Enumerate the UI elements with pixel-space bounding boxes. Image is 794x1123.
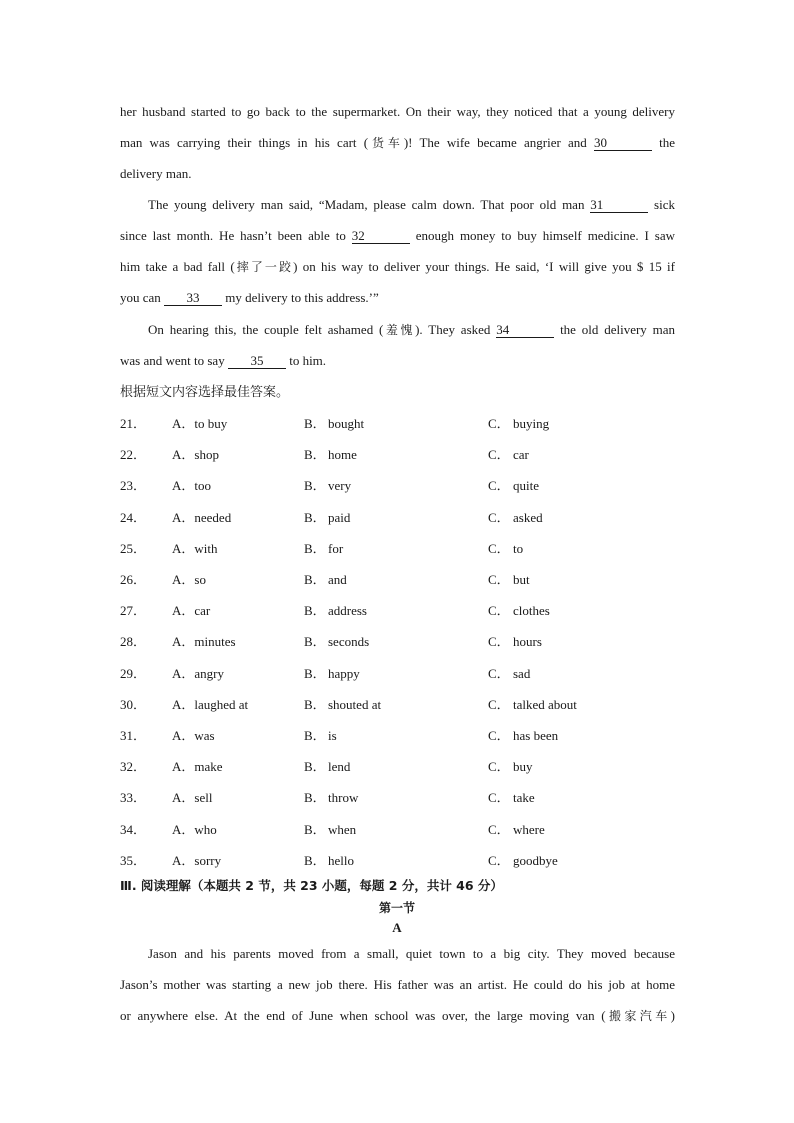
- blank-32[interactable]: 32: [352, 229, 410, 244]
- option-b-label: B．: [304, 478, 326, 494]
- question-number: 25．: [120, 540, 147, 556]
- question-number: 30．: [120, 696, 147, 712]
- option-row: [120, 666, 680, 682]
- option-row: [120, 759, 680, 775]
- option-b[interactable]: paid: [328, 509, 351, 525]
- passage-letter: A: [392, 920, 402, 935]
- passage-line: The young delivery man said, “Madam, please calm down. That poor old man 31 sick: [148, 197, 675, 212]
- option-a[interactable]: A．sell: [172, 790, 213, 806]
- option-b[interactable]: lend: [328, 759, 351, 775]
- option-c[interactable]: to: [513, 540, 524, 556]
- option-c-label: C．: [488, 540, 510, 556]
- option-b[interactable]: bought: [328, 416, 365, 431]
- option-b-label: B．: [304, 447, 326, 463]
- option-a[interactable]: A．car: [172, 603, 211, 619]
- question-number: 31．: [120, 728, 147, 743]
- blank-35[interactable]: 35: [228, 354, 286, 369]
- option-row: [120, 541, 680, 557]
- option-row: [120, 822, 680, 838]
- option-b[interactable]: very: [328, 478, 352, 494]
- option-c[interactable]: hours: [513, 634, 542, 650]
- option-c-label: C．: [488, 603, 510, 619]
- option-a[interactable]: A．needed: [172, 509, 232, 525]
- option-row: [120, 853, 680, 869]
- option-b[interactable]: hello: [328, 852, 354, 868]
- reading-line: Jason’s mother was starting a new job there. His father was an artist. He could do his job at home: [120, 977, 675, 992]
- option-a[interactable]: A．angry: [172, 665, 224, 681]
- option-row: [120, 572, 680, 588]
- option-c-label: C．: [488, 696, 510, 712]
- option-a[interactable]: A．make: [172, 759, 223, 775]
- question-number: 21．: [120, 416, 147, 431]
- question-number: 24．: [120, 509, 147, 525]
- option-c-label: C．: [488, 447, 510, 463]
- option-c-label: C．: [488, 728, 510, 743]
- question-number: 27．: [120, 603, 147, 619]
- option-b[interactable]: shouted at: [328, 696, 382, 712]
- option-c[interactable]: take: [513, 790, 535, 806]
- option-b-label: B．: [304, 696, 326, 712]
- option-row: [120, 447, 680, 463]
- option-b[interactable]: when: [328, 821, 357, 837]
- question-number: 28．: [120, 634, 147, 650]
- passage-line: you can 33 my delivery to this address.’”: [120, 290, 379, 305]
- question-number: 29．: [120, 665, 147, 681]
- option-row: [120, 728, 680, 744]
- option-a[interactable]: A．sorry: [172, 852, 222, 868]
- option-b[interactable]: home: [328, 447, 357, 463]
- option-c[interactable]: but: [513, 572, 530, 587]
- question-number: 35．: [120, 852, 147, 868]
- passage-line: delivery man.: [120, 166, 192, 181]
- option-b-label: B．: [304, 790, 326, 806]
- question-number: 22．: [120, 447, 147, 463]
- option-a[interactable]: A．shop: [172, 447, 219, 463]
- option-c-label: C．: [488, 572, 510, 587]
- option-c[interactable]: has been: [513, 728, 559, 743]
- option-b[interactable]: throw: [328, 790, 359, 806]
- option-row: [120, 416, 680, 432]
- option-c[interactable]: buying: [513, 416, 550, 431]
- option-a[interactable]: A．was: [172, 728, 215, 743]
- question-number: 23．: [120, 478, 147, 494]
- passage-line: since last month. He hasn’t been able to 32 enough money to buy himself medicine. I saw: [120, 228, 676, 243]
- question-number: 34．: [120, 821, 147, 837]
- option-b-label: B．: [304, 509, 326, 525]
- option-a[interactable]: A．minutes: [172, 634, 236, 650]
- option-b-label: B．: [304, 540, 326, 556]
- option-c-label: C．: [488, 790, 510, 806]
- blank-31[interactable]: 31: [590, 198, 648, 213]
- option-c[interactable]: goodbye: [513, 852, 558, 868]
- reading-line: Jason and his parents moved from a small, quiet town to a big city. They moved because: [148, 946, 675, 961]
- option-b-label: B．: [304, 821, 326, 837]
- option-b[interactable]: address: [328, 603, 367, 619]
- option-c-label: C．: [488, 665, 510, 681]
- passage-line: him take a bad fall (摔了一跤) on his way to deliver your things. He said, ‘I will give you $ 15 if: [120, 259, 675, 274]
- option-c-label: C．: [488, 416, 510, 431]
- option-row: [120, 478, 680, 494]
- option-b-label: B．: [304, 416, 326, 431]
- option-a[interactable]: A．laughed at: [172, 696, 249, 712]
- option-c[interactable]: buy: [513, 759, 533, 775]
- section-heading: Ⅲ. 阅读理解（本题共 2 节，共 23 小题，每题 2 分，共计 46 分）: [120, 878, 503, 893]
- option-row: [120, 603, 680, 619]
- option-b-label: B．: [304, 759, 326, 775]
- option-c-label: C．: [488, 821, 510, 837]
- question-number: 26．: [120, 572, 147, 587]
- option-a[interactable]: A．to buy: [172, 416, 228, 431]
- option-b[interactable]: and: [328, 572, 347, 587]
- option-b-label: B．: [304, 572, 326, 587]
- option-c[interactable]: sad: [513, 665, 531, 681]
- passage-line: man was carrying their things in his cart (货车)! The wife became angrier and 30 the: [120, 135, 676, 150]
- option-b-label: B．: [304, 603, 326, 619]
- blank-30[interactable]: 30: [594, 136, 652, 151]
- option-c-label: C．: [488, 852, 510, 868]
- option-b[interactable]: happy: [328, 665, 360, 681]
- option-a[interactable]: A．who: [172, 821, 217, 837]
- option-c[interactable]: talked about: [513, 696, 577, 712]
- instruction: 根据短文内容选择最佳答案。: [120, 385, 290, 400]
- question-number: 32．: [120, 759, 147, 775]
- option-c-label: C．: [488, 759, 510, 775]
- option-c[interactable]: asked: [513, 509, 543, 525]
- blank-33[interactable]: 33: [164, 291, 222, 306]
- option-a[interactable]: A．with: [172, 540, 218, 556]
- option-c[interactable]: car: [513, 447, 529, 463]
- blank-34[interactable]: 34: [496, 323, 554, 338]
- option-b-label: B．: [304, 634, 326, 650]
- option-c-label: C．: [488, 478, 510, 494]
- option-a[interactable]: A．so: [172, 572, 206, 587]
- option-c-label: C．: [488, 509, 510, 525]
- passage-line: On hearing this, the couple felt ashamed (羞愧). They asked 34 the old delivery man: [148, 322, 676, 337]
- option-c-label: C．: [488, 634, 510, 650]
- option-b[interactable]: seconds: [328, 634, 370, 650]
- option-row: [120, 634, 680, 650]
- reading-line: or anywhere else. At the end of June when school was over, the large moving van (搬家汽车): [120, 1008, 675, 1023]
- part-title: 第一节: [378, 901, 415, 915]
- option-c[interactable]: quite: [513, 478, 539, 494]
- option-a[interactable]: A．too: [172, 478, 212, 494]
- option-b-label: B．: [304, 852, 326, 868]
- passage-line: was and went to say 35 to him.: [120, 353, 327, 368]
- option-b-label: B．: [304, 665, 326, 681]
- option-b-label: B．: [304, 728, 326, 743]
- passage-line: her husband started to go back to the supermarket. On their way, they noticed that a young delivery: [120, 104, 675, 119]
- option-row: [120, 510, 680, 526]
- option-c[interactable]: clothes: [513, 603, 550, 619]
- option-c[interactable]: where: [513, 821, 545, 837]
- option-b[interactable]: for: [328, 540, 344, 556]
- option-b[interactable]: is: [328, 728, 337, 743]
- option-row: [120, 790, 680, 806]
- question-number: 33．: [120, 790, 147, 806]
- option-row: [120, 697, 680, 713]
